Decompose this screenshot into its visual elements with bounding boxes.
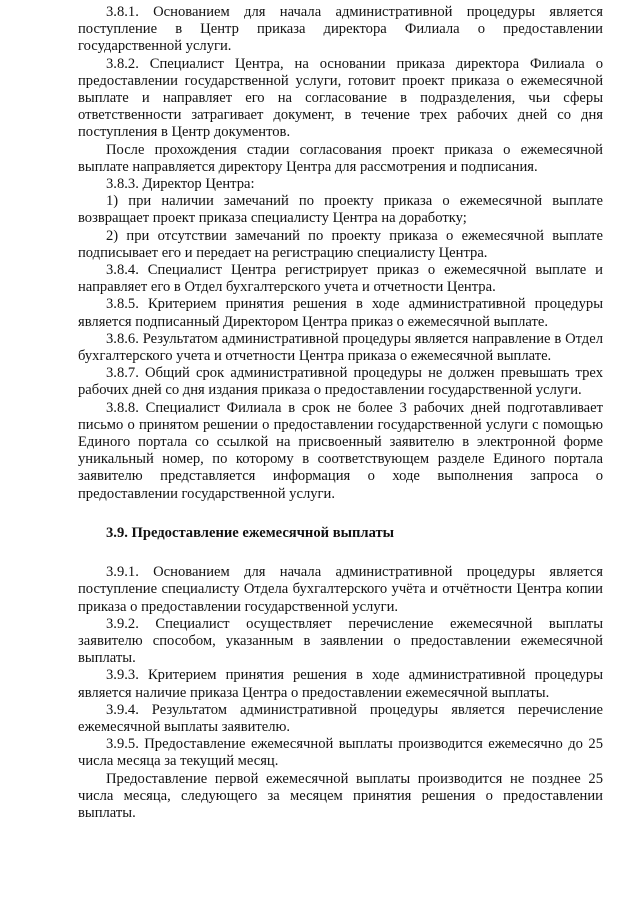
paragraph-3-9-5: 3.9.5. Предоставление ежемесячной выплаты производится ежемесячно до 25 числа месяца за текущий месяц.: [78, 736, 603, 770]
section-heading: 3.9. Предоставление ежемесячной выплаты: [106, 524, 395, 541]
paragraph-first-payment: Предоставление первой ежемесячной выплаты производится не позднее 25 числа месяца, следующего за месяцем принятия решения о предоставлении выплаты.: [78, 770, 603, 821]
paragraph-3-8-7: 3.8.7. Общий срок административной процедуры не должен превышать трех рабочих дней со дня издания приказа о предоставлении государственной услуги.: [78, 365, 603, 399]
paragraph-3-9-2: 3.9.2. Специалист осуществляет перечисление ежемесячной выплаты заявителю способом, указанным в заявлении о предоставлении ежемесячной выплаты.: [78, 615, 603, 667]
paragraph-3-8-1: 3.8.1. Основанием для начала административной процедуры является поступление в Центр приказа директора Филиала о предоставлении государственной услуги.: [78, 4, 603, 55]
list-item-1: 1) при наличии замечаний по проекту приказа о ежемесячной выплате возвращает проект приказа специалисту Центра на доработку;: [78, 193, 603, 227]
paragraph-3-8-8: 3.8.8. Специалист Филиала в срок не более 3 рабочих дней подготавливает письмо о принятом решении о предоставлении государственной услуги с помощью Единого портала со ссылкой на присвоенный заявителю в электронной форме уникальный номер, по которому в соответствующем разделе Единого портала заявителю представляется информация о ходе выполнения запроса о предоставлении государственной услуги.: [78, 399, 603, 502]
paragraph-3-8-2: 3.8.2. Специалист Центра, на основании приказа директора Филиала о предоставлении государственной услуги, готовит проект приказа о ежемесячной выплате и направляет его на согласование в подразделения, чьи сферы ответственности затрагивает документ, в течение трех рабочих дней со дня поступления в Центр документов.: [78, 55, 603, 141]
paragraph-3-9-4: 3.9.4. Результатом административной процедуры является перечисление ежемесячной выплаты заявителю.: [78, 701, 603, 735]
paragraph-3-9-3: 3.9.3. Критерием принятия решения в ходе административной процедуры является наличие приказа Центра о предоставлении ежемесячной выплаты.: [78, 667, 603, 701]
paragraph-3-8-3: 3.8.3. Директор Центра:: [106, 176, 255, 193]
paragraph-approval-stage: После прохождения стадии согласования проект приказа о ежемесячной выплате направляется директору Центра для рассмотрения и подписания.: [78, 141, 603, 175]
list-item-2: 2) при отсутствии замечаний по проекту приказа о ежемесячной выплате подписывает его и передает на регистрацию специалисту Центра.: [78, 227, 603, 261]
paragraph-3-8-5: 3.8.5. Критерием принятия решения в ходе административной процедуры является подписанный Директором Центра приказ о ежемесячной выплате.: [78, 296, 603, 330]
paragraph-3-8-6: 3.8.6. Результатом административной процедуры является направление в Отдел бухгалтерского учета и отчетности Центра приказа о ежемесячной выплате.: [78, 330, 603, 365]
paragraph-3-8-4: 3.8.4. Специалист Центра регистрирует приказ о ежемесячной выплате и направляет его в Отдел бухгалтерского учета и отчетности Центра.: [78, 262, 603, 296]
paragraph-3-9-1: 3.9.1. Основанием для начала административной процедуры является поступление специалисту Отдела бухгалтерского учёта и отчётности Центра копии приказа о предоставлении государственной услуги.: [78, 564, 603, 615]
